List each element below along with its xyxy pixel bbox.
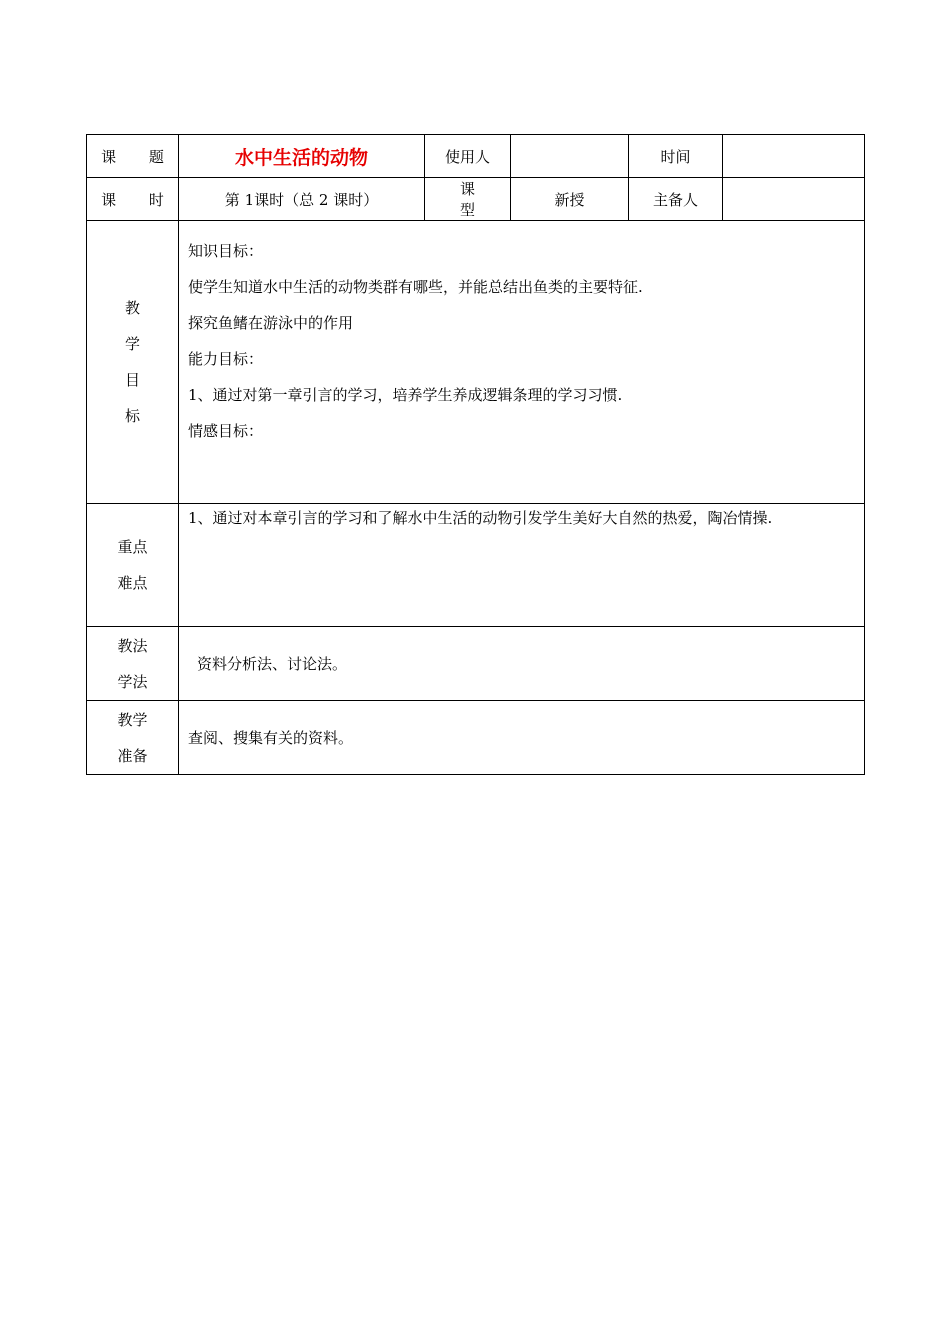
table-row-preparation [87,701,865,775]
preparer-value [723,178,865,221]
objectives-label-char: 学 [124,335,140,353]
objectives-label-char: 教 [124,299,140,317]
topic-title: 水中生活的动物 [179,135,425,178]
objectives-label [87,221,179,504]
preparation-label-line: 教学 [117,710,148,729]
time-label: 时间 [629,135,723,178]
key-points-content [179,504,865,627]
preparer-label: 主备人 [629,178,723,221]
table-row-topic [87,135,865,178]
topic-label: 课 题 [87,135,179,178]
objective-line: 使学生知道水中生活的动物类群有哪些，并能总结出鱼类的主要特征. [188,278,643,296]
objectives-content [179,221,865,504]
objective-line: 探究鱼鳍在游泳中的作用 [188,314,354,332]
table-row-methods [87,627,865,701]
period-value: 第 1课时（总 2 课时） [179,178,425,221]
methods-label-line: 教法 [117,636,148,655]
objective-line: 1、通过对第一章引言的学习，培养学生养成逻辑条理的学习习惯. [188,386,623,404]
objectives-label-char: 目 [124,371,140,389]
preparation-text: 查阅、搜集有关的资料。 [188,728,354,747]
user-value [511,135,629,178]
preparation-label-line: 准备 [117,746,148,765]
table-row-key-points [87,504,865,627]
methods-label [87,627,179,701]
table-row-objectives [87,221,865,504]
preparation-label [87,701,179,775]
methods-text: 资料分析法、讨论法。 [197,654,348,673]
type-value: 新授 [511,178,629,221]
table-row-period [87,178,865,221]
methods-label-line: 学法 [117,672,148,691]
objectives-label-char: 标 [124,407,140,425]
methods-content [179,627,865,701]
objective-line: 情感目标： [188,422,264,440]
objective-line: 能力目标： [188,350,264,368]
period-label: 课 时 [87,178,179,221]
user-label: 使用人 [425,135,511,178]
time-value [723,135,865,178]
key-points-label-line: 重点 [117,538,148,556]
type-label: 课 型 [425,178,511,221]
key-points-text: 1、通过对本章引言的学习和了解水中生活的动物引发学生美好大自然的热爱，陶冶情操. [188,509,773,527]
key-points-label-line: 难点 [117,574,148,592]
preparation-content [179,701,865,775]
objective-line: 知识目标： [188,242,264,260]
key-points-label [87,504,179,627]
lesson-plan-table [86,134,865,775]
